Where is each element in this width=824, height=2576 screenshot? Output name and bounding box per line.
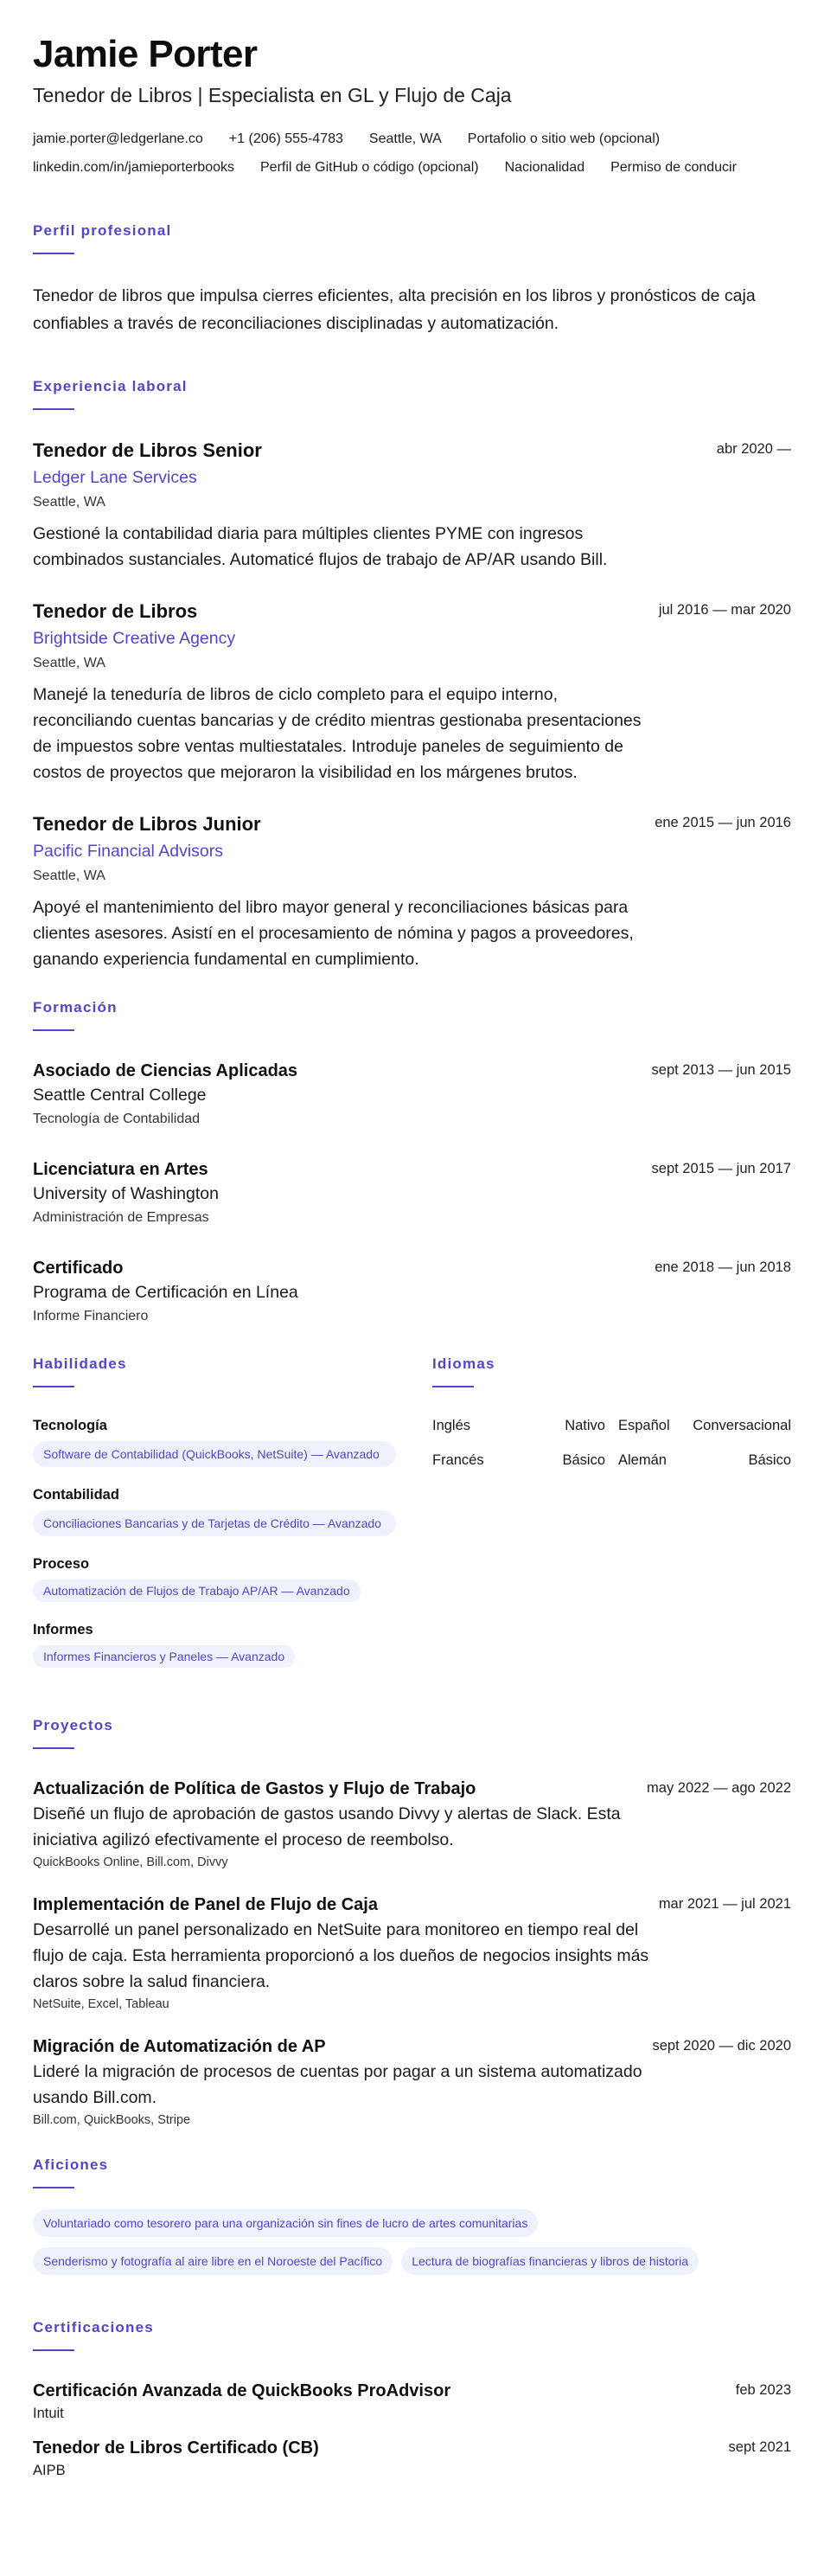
certifications-section bbox=[33, 2318, 791, 2481]
job-location: Seattle, WA bbox=[33, 656, 105, 670]
projects-section bbox=[33, 1716, 791, 2130]
experience-section bbox=[33, 377, 791, 972]
section-divider bbox=[33, 1029, 74, 1031]
hobby-list bbox=[33, 2209, 791, 2285]
company-name: Ledger Lane Services bbox=[33, 468, 197, 487]
certification-title: Tenedor de Libros Certificado (CB) bbox=[33, 2438, 319, 2457]
section-heading: Habilidades bbox=[33, 1355, 127, 1372]
degree-title: Certificado bbox=[33, 1259, 124, 1278]
language-row bbox=[432, 1450, 791, 1471]
skill-category: Proceso bbox=[33, 1556, 90, 1572]
job-title: Tenedor de Libros Senior bbox=[33, 439, 262, 461]
education-section bbox=[33, 998, 791, 1329]
candidate-title: Tenedor de Libros | Especialista en GL y Flujo de Caja bbox=[33, 84, 512, 106]
language-name: Inglés bbox=[432, 1418, 471, 1433]
summary-text: Tenedor de libros que impulsa cierres eficientes, alta precisión en los libros y pronósticos de caja confiables a través de reconciliaciones disciplinadas y automatización. bbox=[33, 286, 756, 333]
project-title: Actualización de Política de Gastos y Flujo de Trabajo bbox=[33, 1779, 476, 1798]
job-location: Seattle, WA bbox=[33, 868, 105, 883]
project-title: Implementación de Panel de Flujo de Caja bbox=[33, 1895, 378, 1914]
hobby-chip: Voluntariado como tesorero para una organización sin fines de lucro de artes comunitarias bbox=[33, 2209, 538, 2237]
project-description: Desarrollé un panel personalizado en NetSuite para monitoreo en tiempo real del flujo de caja. Esta herramienta proporcionó a los dueños de negocios insights más claros sobre la salud financiera. bbox=[33, 1920, 649, 1991]
skill-chip: Informes Financieros y Paneles — Avanzado bbox=[33, 1645, 295, 1668]
languages-section bbox=[432, 1355, 791, 1685]
contact-location: Seattle, WA bbox=[368, 131, 442, 146]
company-name: Pacific Financial Advisors bbox=[33, 842, 224, 861]
project-entry bbox=[33, 1777, 791, 1872]
language-item bbox=[432, 1415, 605, 1436]
project-tech: NetSuite, Excel, Tableau bbox=[33, 1997, 169, 2011]
language-level: Básico bbox=[562, 1452, 605, 1468]
skill-group bbox=[33, 1619, 398, 1668]
language-row bbox=[432, 1415, 791, 1436]
experience-entry bbox=[33, 599, 791, 785]
section-divider bbox=[33, 408, 74, 410]
certification-title: Certificación Avanzada de QuickBooks ProAdvisor bbox=[33, 2381, 451, 2400]
project-tech: QuickBooks Online, Bill.com, Divvy bbox=[33, 1855, 228, 1869]
section-heading: Proyectos bbox=[33, 1717, 114, 1733]
skill-group bbox=[33, 1415, 398, 1467]
skill-category: Contabilidad bbox=[33, 1487, 119, 1503]
skills-languages-row bbox=[33, 1355, 791, 1685]
language-item bbox=[432, 1450, 605, 1471]
experience-dates: abr 2020 — bbox=[716, 441, 791, 457]
experience-entry bbox=[33, 811, 791, 972]
skill-category: Informes bbox=[33, 1622, 93, 1637]
language-level: Nativo bbox=[565, 1418, 605, 1433]
section-heading: Certificaciones bbox=[33, 2319, 154, 2336]
job-title: Tenedor de Libros bbox=[33, 600, 198, 622]
study-area: Tecnología de Contabilidad bbox=[33, 1112, 201, 1126]
project-dates: may 2022 — ago 2022 bbox=[647, 1780, 791, 1796]
contact-list bbox=[33, 125, 785, 182]
certification-entry bbox=[33, 2436, 791, 2481]
summary-section bbox=[33, 221, 791, 337]
language-name: Español bbox=[618, 1418, 670, 1433]
contact-github[interactable]: Perfil de GitHub o código (opcional) bbox=[260, 160, 479, 175]
section-divider bbox=[33, 253, 74, 254]
degree-title: Asociado de Ciencias Aplicadas bbox=[33, 1061, 298, 1080]
project-dates: mar 2021 — jul 2021 bbox=[658, 1896, 791, 1912]
project-tech: Bill.com, QuickBooks, Stripe bbox=[33, 2113, 191, 2127]
job-title: Tenedor de Libros Junior bbox=[33, 813, 261, 835]
project-title: Migración de Automatización de AP bbox=[33, 2037, 326, 2056]
degree-title: Licenciatura en Artes bbox=[33, 1160, 208, 1179]
section-heading: Perfil profesional bbox=[33, 222, 172, 239]
section-divider bbox=[33, 1386, 74, 1387]
section-heading: Experiencia laboral bbox=[33, 378, 188, 394]
project-description: Lideré la migración de procesos de cuentas por pagar a un sistema automatizado usando Bill.com. bbox=[33, 2062, 642, 2107]
skill-category: Tecnología bbox=[33, 1418, 107, 1433]
section-heading: Idiomas bbox=[432, 1355, 495, 1372]
skill-chip: Conciliaciones Bancarias y de Tarjetas de Crédito — Avanzado bbox=[33, 1510, 396, 1536]
experience-dates: jul 2016 — mar 2020 bbox=[658, 602, 791, 618]
skills-section bbox=[33, 1355, 398, 1685]
school-name: University of Washington bbox=[33, 1184, 219, 1203]
candidate-name: Jamie Porter bbox=[33, 33, 258, 75]
certification-entry bbox=[33, 2379, 791, 2424]
certification-issuer: Intuit bbox=[33, 2406, 64, 2421]
section-divider bbox=[432, 1386, 474, 1387]
language-level: Básico bbox=[748, 1452, 791, 1468]
skill-group bbox=[33, 1554, 398, 1602]
project-entry bbox=[33, 2035, 791, 2130]
contact-nationality: Nacionalidad bbox=[504, 160, 585, 175]
project-description: Diseñé un flujo de aprobación de gastos usando Divvy y alertas de Slack. Esta iniciativa agilizó efectivamente el proceso de reembolso. bbox=[33, 1804, 621, 1849]
contact-phone[interactable]: +1 (206) 555-4783 bbox=[228, 131, 343, 146]
language-item bbox=[618, 1450, 791, 1471]
certification-issuer: AIPB bbox=[33, 2463, 66, 2478]
section-divider bbox=[33, 2187, 74, 2188]
language-name: Alemán bbox=[618, 1452, 667, 1468]
skill-chip: Software de Contabilidad (QuickBooks, NetSuite) — Avanzado bbox=[33, 1441, 396, 1467]
language-name: Francés bbox=[432, 1452, 484, 1468]
contact-linkedin[interactable]: linkedin.com/in/jamieporterbooks bbox=[33, 160, 234, 175]
experience-entry bbox=[33, 438, 791, 573]
experience-dates: ene 2015 — jun 2016 bbox=[655, 815, 791, 830]
project-dates: sept 2020 — dic 2020 bbox=[652, 2038, 791, 2054]
study-area: Informe Financiero bbox=[33, 1309, 149, 1323]
certification-date: sept 2021 bbox=[728, 2439, 791, 2455]
project-entry bbox=[33, 1893, 791, 2014]
section-divider bbox=[33, 1747, 74, 1749]
skill-chip: Automatización de Flujos de Trabajo AP/AR — Avanzado bbox=[33, 1580, 361, 1602]
job-description: Apoyé el mantenimiento del libro mayor general y reconciliaciones básicas para clientes asesores. Asistí en el procesamiento de nómina y pagos a proveedores, ganando experiencia fundamental en cumplimiento. bbox=[33, 898, 634, 969]
job-description: Manejé la teneduría de libros de ciclo completo para el equipo interno, reconciliando cuentas bancarias y de crédito mientras gestionaba presentaciones de impuestos sobre ventas multiestatales. Introduje paneles de seguimiento de costos de proyectos que mejoraron la visibilidad en los márgenes brutos. bbox=[33, 685, 642, 782]
job-description: Gestioné la contabilidad diaria para múltiples clientes PYME con ingresos combinados sustanciales. Automaticé flujos de trabajo de AP/AR usando Bill. bbox=[33, 524, 608, 569]
school-name: Programa de Certificación en Línea bbox=[33, 1283, 298, 1302]
education-dates: sept 2013 — jun 2015 bbox=[651, 1062, 791, 1078]
education-entry bbox=[33, 1059, 791, 1131]
section-heading: Formación bbox=[33, 999, 118, 1016]
company-name: Brightside Creative Agency bbox=[33, 629, 236, 648]
education-entry bbox=[33, 1256, 791, 1329]
school-name: Seattle Central College bbox=[33, 1086, 207, 1105]
job-location: Seattle, WA bbox=[33, 495, 105, 509]
section-heading: Aficiones bbox=[33, 2156, 109, 2173]
education-entry bbox=[33, 1157, 791, 1230]
education-dates: sept 2015 — jun 2017 bbox=[651, 1161, 791, 1176]
certification-date: feb 2023 bbox=[735, 2382, 791, 2398]
contact-email[interactable]: jamie.porter@ledgerlane.co bbox=[33, 131, 203, 146]
education-dates: ene 2018 — jun 2018 bbox=[655, 1259, 791, 1275]
skill-group bbox=[33, 1484, 398, 1536]
study-area: Administración de Empresas bbox=[33, 1210, 209, 1225]
contact-website[interactable]: Portafolio o sitio web (opcional) bbox=[467, 131, 661, 146]
contact-driving-license: Permiso de conducir bbox=[610, 160, 737, 175]
hobby-chip: Lectura de biografías financieras y libros de historia bbox=[401, 2247, 699, 2275]
hobby-chip: Senderismo y fotografía al aire libre en el Noroeste del Pacífico bbox=[33, 2247, 393, 2275]
language-level: Conversacional bbox=[693, 1418, 791, 1433]
resume-header bbox=[33, 0, 791, 182]
hobbies-section bbox=[33, 2156, 791, 2285]
section-divider bbox=[33, 2349, 74, 2351]
language-item bbox=[618, 1415, 791, 1436]
